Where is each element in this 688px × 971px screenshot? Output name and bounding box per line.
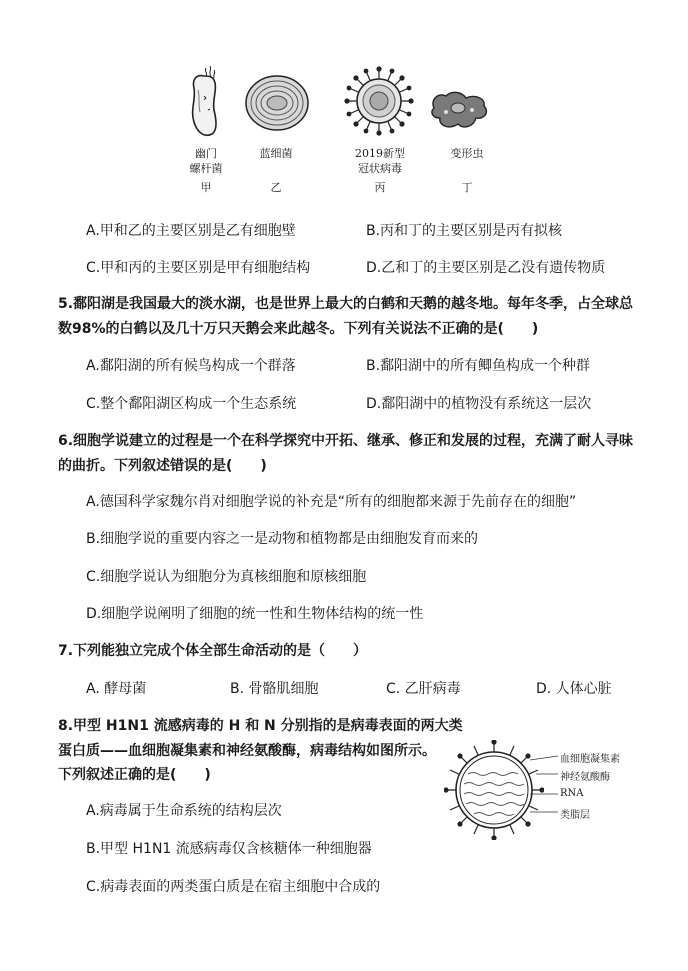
h1n1-virus-diagram xyxy=(444,740,544,840)
organism-tag: 丁 xyxy=(461,181,473,194)
question-stem: 6.细胞学说建立的过程是一个在科学探究中开拓、继承、修正和发展的过程，充满了耐人寻味 xyxy=(58,433,634,449)
option-c: C. 乙肝病毒 xyxy=(386,681,461,697)
organism-label-jia xyxy=(171,146,241,195)
organism-name: 蓝细菌 xyxy=(259,147,293,160)
organism-tag: 甲 xyxy=(200,181,212,194)
option-b: B.丙和丁的主要区别是丙有拟核 xyxy=(366,223,563,239)
question-stem: 下列叙述正确的是( ) xyxy=(58,767,211,783)
option-a: A.德国科学家魏尔肖对细胞学说的补充是“所有的细胞都来源于先前存在的细胞” xyxy=(86,494,577,510)
question-stem: 蛋白质——血细胞凝集素和神经氨酸酶，病毒结构如图所示。 xyxy=(58,743,436,759)
organism-tag: 乙 xyxy=(270,181,282,194)
label-rna: RNA xyxy=(560,788,584,799)
amoeba-illustration xyxy=(428,88,490,132)
question-stem: 7.下列能独立完成个体全部生命活动的是（ ） xyxy=(58,643,368,659)
option-d: D.细胞学说阐明了细胞的统一性和生物体结构的统一性 xyxy=(86,606,424,622)
option-a: A.病毒属于生命系统的结构层次 xyxy=(86,803,282,819)
option-a: A.鄱阳湖的所有候鸟构成一个群落 xyxy=(86,358,296,374)
organism-tag: 丙 xyxy=(374,181,386,194)
question-stem: 数98%的白鹤以及几十万只天鹅会来此越冬。下列有关说法不正确的是( ) xyxy=(58,321,539,337)
option-a: A.甲和乙的主要区别是乙有细胞壁 xyxy=(86,223,296,239)
option-c: C.甲和丙的主要区别是甲有细胞结构 xyxy=(86,260,311,276)
cyanobacteria-illustration xyxy=(244,74,310,132)
option-c: C.细胞学说认为细胞分为真核细胞和原核细胞 xyxy=(86,569,367,585)
option-c: C.整个鄱阳湖区构成一个生态系统 xyxy=(86,396,297,412)
option-b: B. 骨骼肌细胞 xyxy=(230,681,319,697)
option-d: D. 人体心脏 xyxy=(536,681,612,697)
option-b: B.鄱阳湖中的所有鲫鱼构成一个种群 xyxy=(366,358,591,374)
label-hemagglutinin: 血细胞凝集素 xyxy=(560,754,620,765)
label-lipid-layer: 类脂层 xyxy=(560,810,590,821)
question-stem: 的曲折。下列叙述错误的是( ) xyxy=(58,458,267,474)
option-b: B.细胞学说的重要内容之一是动物和植物都是由细胞发育而来的 xyxy=(86,531,479,547)
question-stem: 5.鄱阳湖是我国最大的淡水湖，也是世界上最大的白鹤和天鹅的越冬地。每年冬季，占全球总 xyxy=(58,296,634,312)
question-stem: 8.甲型 H1N1 流感病毒的 H 和 N 分别指的是病毒表面的两大类 xyxy=(58,718,463,734)
organism-name: 2019新型 冠状病毒 xyxy=(355,147,405,175)
organism-label-ding xyxy=(432,146,502,195)
organism-name: 幽门 螺杆菌 xyxy=(189,147,223,175)
option-d: D.乙和丁的主要区别是乙没有遗传物质 xyxy=(366,260,606,276)
organism-name: 变形虫 xyxy=(450,147,484,160)
option-b: B.甲型 H1N1 流感病毒仅含核糖体一种细胞器 xyxy=(86,841,372,857)
option-d: D.鄱阳湖中的植物没有系统这一层次 xyxy=(366,396,592,412)
organism-label-bing xyxy=(345,146,415,195)
label-neuraminidase: 神经氨酸酶 xyxy=(560,772,610,783)
helicobacter-illustration xyxy=(186,66,226,142)
organism-label-yi xyxy=(241,146,311,195)
coronavirus-illustration xyxy=(344,66,414,136)
diagram-leader-lines xyxy=(530,750,560,820)
option-c: C.病毒表面的两类蛋白质是在宿主细胞中合成的 xyxy=(86,879,381,895)
option-a: A. 酵母菌 xyxy=(86,681,147,697)
